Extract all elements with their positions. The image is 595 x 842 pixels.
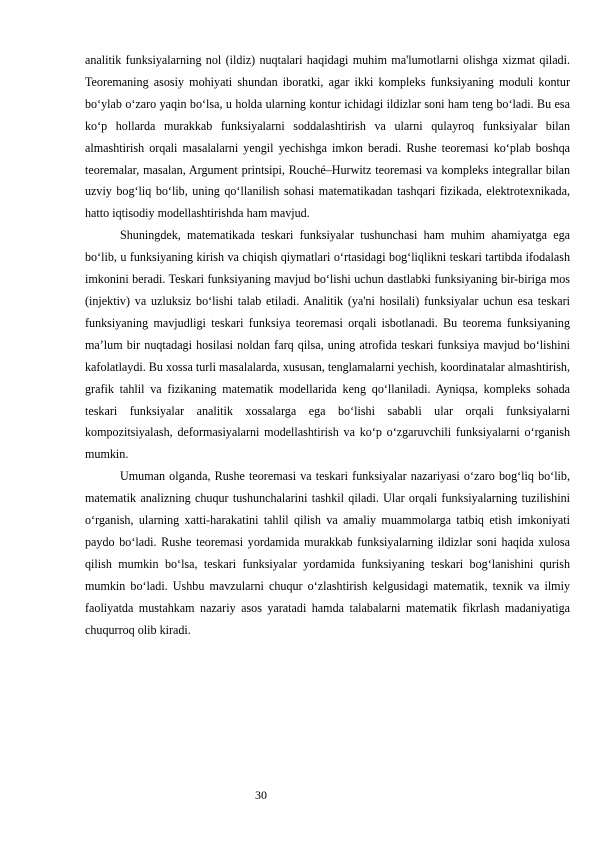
paragraph-1: analitik funksiyalarning nol (ildiz) nuqtalari haqidagi muhim ma'lumotlarni olishga xizmat qiladi. Teoremaning asosiy mohiyati shundan iboratki, agar ikki kompleks funksiyaning moduli kontur bo‘ylab o‘zaro yaqin bo‘lsa, u holda ularning kontur ichidagi ildizlar soni ham teng bo‘ladi. Bu esa ko‘p hollarda murakkab funksiyalarni soddalashtirish va ularni qulayroq funksiyalar bilan almashtirish orqali masalalarni yengil yechishga imkon beradi. Rushe teoremasi ko‘plab boshqa teoremalar, masalan, Argument printsipi, Rouché–Hurwitz teoremasi va kompleks integrallar bilan uzviy bog‘liq bo‘lib, uning qo‘llanilish sohasi matematikadan tashqari fizikada, elektrotexnikada, hatto iqtisodiy modellashtirishda ham mavjud. (85, 53, 570, 221)
paragraph-2: Shuningdek, matematikada teskari funksiyalar tushunchasi ham muhim ahamiyatga ega bo‘lib, u funksiyaning kirish va chiqish qiymatlari o‘rtasidagi bog‘liqlikni teskari tartibda ifodalash imkonini beradi. Teskari funksiyaning mavjud bo‘lishi uchun dastlabki funksiyaning bir-biriga mos (injektiv) va uzluksiz bo‘lishi talab etiladi. Analitik (ya'ni hosilali) funksiyalar uchun esa teskari funksiyaning mavjudligi teskari funksiya teoremasi orqali isbotlanadi. Bu teorema funksiyaning ma’lum bir nuqtadagi hosilasi noldan farq qilsa, uning atrofida teskari funksiya mavjud bo‘lishini kafolatlaydi. Bu xossa turli masalalarda, xususan, tenglamalarni yechish, koordinatalar almashtirish, grafik tahlil va fizikaning matematik modellarida keng qo‘llaniladi. Ayniqsa, kompleks sohada teskari funksiyalar analitik xossalarga ega bo‘lishi sababli ular orqali funksiyalarni kompozitsiyalash, deformasiyalarni modellashtirish va ko‘p o‘zgaruvchili funksiyalarni o‘rganish mumkin. (85, 228, 570, 462)
page-number: 30 (255, 788, 267, 802)
paragraph-3: Umuman olganda, Rushe teoremasi va teskari funksiyalar nazariyasi o‘zaro bog‘liq bo‘lib, matematik analizning chuqur tushunchalarini tashkil qiladi. Ular orqali funksiyalarning tuzilishini o‘rganish, ularning xatti-harakatini tahlil qilish va amaliy muammolarga tatbiq etish imkoniyati paydo bo‘ladi. Rushe teoremasi yordamida murakkab funksiyalarning ildizlar soni haqida xulosa qilish mumkin bo‘lsa, teskari funksiyalar yordamida funksiyaning teskari bog‘lanishini qurish mumkin bo‘ladi. Ushbu mavzularni chuqur o‘zlashtirish kelgusidagi matematik, texnik va ilmiy faoliyatda mustahkam nazariy asos yaratadi hamda talabalarni matematik fikrlash madaniyatiga chuqurroq olib kiradi. (85, 469, 570, 637)
page-body (85, 50, 570, 641)
